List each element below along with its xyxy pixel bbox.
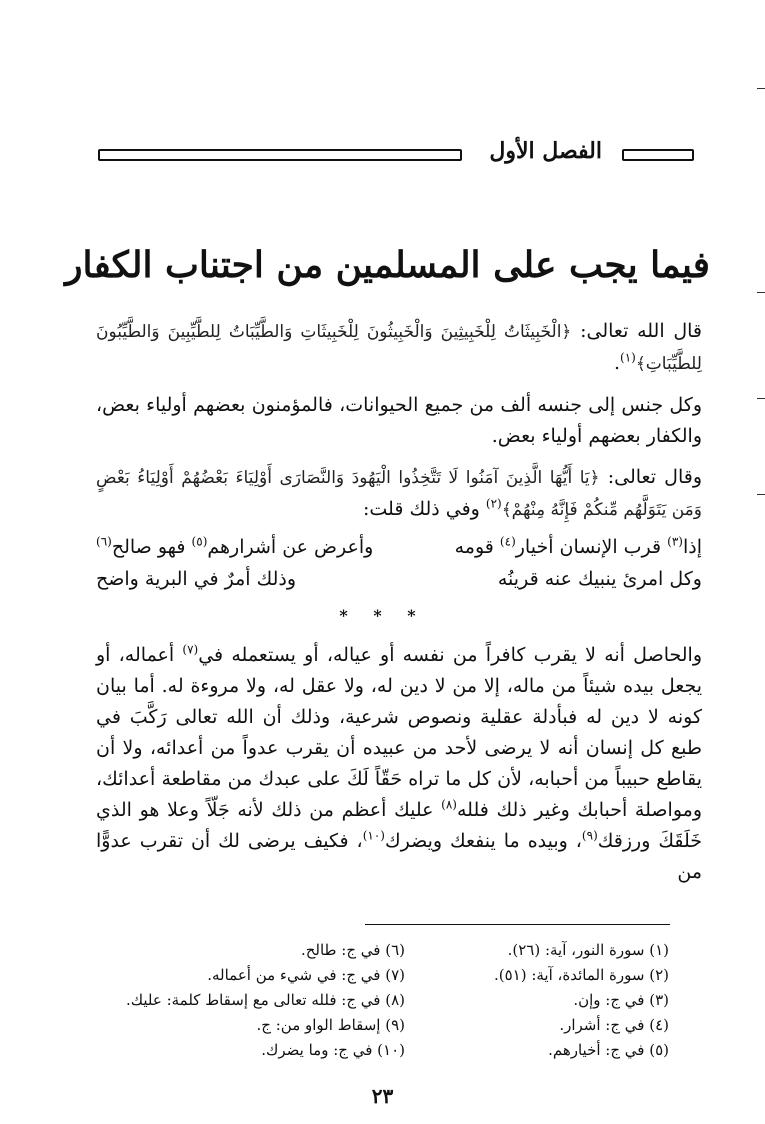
footnote-ref: (١) — [620, 350, 636, 365]
footnote: (٢) سورة المائدة، آية: (٥١). — [493, 966, 669, 984]
footnote-ref: (٥) — [191, 534, 208, 549]
footnote-ref: (٧) — [182, 642, 199, 657]
footnotes-right-column — [369, 938, 669, 1063]
footnote: (٣) في ج: وإن. — [573, 991, 669, 1009]
footnotes-left-column — [105, 938, 405, 1063]
poem-hemistich: وكل امرئ ينبيك عنه قرينُه — [497, 568, 702, 590]
section-title: فيما يجب على المسلمين من اجتناب الكفار — [65, 244, 710, 286]
footnote: (١) سورة النور، آية: (٢٦). — [507, 941, 669, 959]
footnote-ref: (٤) — [499, 534, 516, 549]
poem-line — [96, 536, 702, 568]
footnote: (٦) في ج: طالح. — [300, 941, 405, 959]
footnote-ref: (١٠) — [362, 828, 385, 843]
footnote: (٥) في ج: أخيارهم. — [548, 1041, 669, 1059]
paragraph-quran-2 — [96, 462, 702, 526]
paragraph-main: والحاصل أنه لا يقرب كافراً من نفسه أو عياله، أو يستعمله في$^{(٧)}$ أعماله، أو يجعل بيده شيئاً من ماله، إلا من لا دين له، ولا عقل له، ولا مروءة له. أما بيان كونه لا دين له فبأدلة عقلية ونصوص شرعية، وذلك أن الله تعالى رَكَّبَ في طبع كل إنسان أنه لا يرضى لأحد من عبيده أن يقرب عدواً من أعدائه، ولا أن يقاطع حبيباً من أحبابه، لأن كل ما تراه حَقّاً لَكَ على عبدك من مقاطعة أعدائك، ومواصلة أحبابك وغير ذلك فلله$^{(٨)}$ عليك أعظم من ذلك لأنه جَلّاً وعلا هو الذي خَلَقَكَ ورزقك$^{(٩)}$، وبيده ما ينفعك ويضرك$^{(١٠)}$، فكيف يرضى لك أن تقرب عدوًّا من — [96, 642, 702, 883]
margin-mark — [757, 88, 765, 89]
chapter-header — [98, 138, 694, 168]
footnote-ref: (٩) — [581, 828, 598, 843]
footnote-ref: (٢) — [485, 496, 502, 511]
section-separator: * * * — [339, 606, 426, 625]
quran-verse: ﴿الْخَبِيثَاتُ لِلْخَبِيثِينَ وَالْخَبِيثُونَ لِلْخَبِيثَاتِ وَالطَّيِّبَاتُ لِلطَّيِّبِينَ وَالطَّيِّبُونَ لِلطَّيِّبَاتِ﴾ — [96, 322, 702, 374]
paragraph-tail: وفي ذلك قلت: — [362, 498, 486, 520]
quran-verse: ﴿يَا أَيُّهَا الَّذِينَ آمَنُوا لَا تَتَّخِذُوا الْيَهُودَ وَالنَّصَارَى أَوْلِيَاءَ بَعْضُهُمْ أَوْلِيَاءُ بَعْضٍ وَمَن يَتَوَلَّهُم مِّنكُمْ فَإِنَّهُ مِنْهُمْ﴾ — [96, 468, 702, 520]
paragraph-quran-1 — [96, 316, 702, 380]
footnote: (١٠) في ج: وما يضرك. — [261, 1041, 405, 1059]
poem-hemistich: وأعرض عن أشرارهم$^{(٥)}$ فهو صالح$^{(٦)}$ — [96, 534, 374, 558]
footnote-ref: (٨) — [441, 797, 457, 812]
footnote: (٧) في ج: في شيء من أعماله. — [207, 966, 405, 984]
paragraph-lead: قال الله تعالى: — [571, 320, 702, 342]
header-frame-left — [98, 149, 462, 161]
poem-hemistich: وذلك أمرٌ في البرية واضح — [96, 568, 297, 590]
paragraph-tail: . — [613, 352, 620, 374]
footnote-divider — [365, 924, 670, 925]
footnote-ref: (٦) — [96, 534, 112, 549]
poem — [96, 536, 702, 600]
page-number: ٢٣ — [371, 1084, 394, 1108]
margin-mark — [757, 398, 765, 399]
paragraph-lead: وقال تعالى: — [599, 466, 703, 488]
footnote-ref: (٣) — [667, 534, 683, 549]
poem-line — [96, 568, 702, 600]
paragraph-kinship: وكل جنس إلى جنسه ألف من جميع الحيوانات، فالمؤمنون بعضهم أولياء بعض، والكفار بعضهم أولياء بعض. — [96, 394, 702, 447]
footnote: (٤) في ج: أشرار. — [559, 1016, 669, 1034]
header-frame-right — [622, 149, 694, 161]
footnote: (٨) في ج: فلله تعالى مع إسقاط كلمة: عليك. — [125, 991, 405, 1009]
margin-mark — [757, 292, 765, 293]
footnote: (٩) إسقاط الواو من: ج. — [256, 1016, 405, 1034]
margin-mark — [757, 494, 765, 495]
poem-hemistich: إذا$^{(٣)}$ قرب الإنسان أخيار$^{(٤)}$ قومه — [454, 534, 702, 558]
chapter-title: الفصل الأول — [489, 138, 602, 164]
